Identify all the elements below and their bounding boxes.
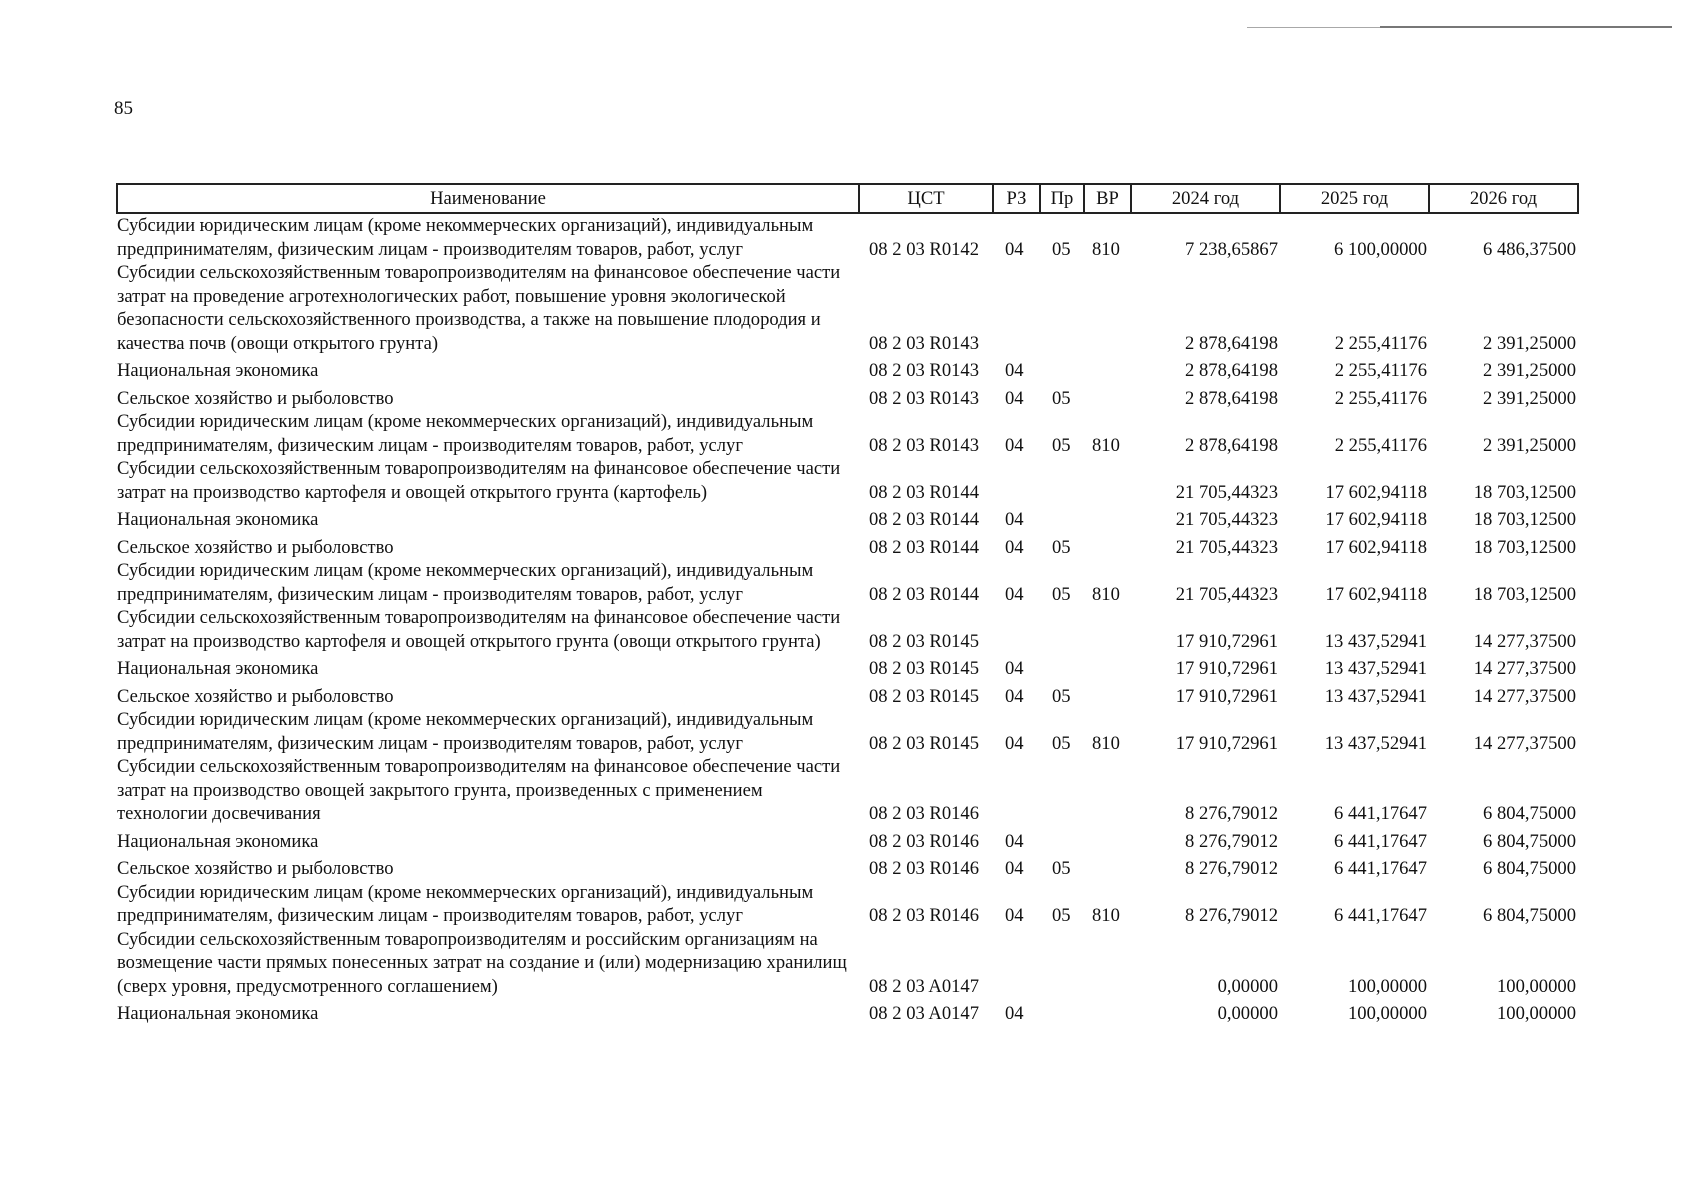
row-name: Национальная экономика — [117, 830, 319, 852]
row-2026: 6 804,75000 — [1483, 858, 1576, 879]
row-pr: 05 — [1052, 732, 1071, 754]
row-pr — [1040, 457, 1084, 504]
row-cst: 08 2 03 R0146 — [869, 803, 980, 824]
table-row — [117, 355, 1578, 383]
row-pr: 05 — [1052, 905, 1071, 926]
row-2024: 8 276,79012 — [1185, 830, 1278, 852]
header-2026: 2026 год — [1429, 184, 1578, 213]
row-pr — [1040, 928, 1084, 999]
row-pr — [1040, 826, 1084, 854]
row-2026: 2 391,25000 — [1483, 360, 1576, 381]
row-cst: 08 2 03 R0145 — [869, 685, 980, 707]
row-rz: 04 — [1005, 685, 1024, 707]
row-2024: 17 910,72961 — [1175, 658, 1278, 679]
row-rz: 04 — [1005, 387, 1024, 409]
row-cst: 08 2 03 R0143 — [869, 387, 980, 409]
header-2024: 2024 год — [1131, 184, 1280, 213]
row-cst: 08 2 03 R0144 — [869, 583, 980, 605]
row-vr — [1084, 928, 1131, 999]
row-vr — [1084, 681, 1131, 709]
row-pr — [1040, 504, 1084, 532]
row-cst: 08 2 03 R0145 — [869, 630, 980, 652]
row-2024: 8 276,79012 — [1185, 803, 1278, 824]
row-name: Субсидии сельскохозяйственным товаропроизводителям и российским организациям на возмещение части прямых понесенных затрат на создание и (или) модернизацию хранилищ (сверх уровня, предусмотренного соглашением) — [117, 928, 847, 997]
row-2026: 100,00000 — [1496, 975, 1576, 997]
row-pr — [1040, 755, 1084, 826]
row-2026: 2 391,25000 — [1483, 387, 1576, 409]
row-vr — [1084, 261, 1131, 355]
row-2024: 7 238,65867 — [1185, 238, 1278, 260]
header-name: Наименование — [117, 184, 859, 213]
row-vr — [1084, 853, 1131, 881]
row-rz — [993, 928, 1040, 999]
row-name: Сельское хозяйство и рыболовство — [117, 387, 394, 409]
row-name: Субсидии юридическим лицам (кроме некоммерческих организаций), индивидуальным предпринимателям, физическим лицам - производителям товаров, работ, услуг — [117, 215, 814, 260]
row-2026: 6 804,75000 — [1483, 905, 1576, 926]
row-2025: 13 437,52941 — [1324, 630, 1427, 652]
table-row — [117, 998, 1578, 1026]
table-row — [117, 213, 1578, 261]
row-2024: 21 705,44323 — [1175, 536, 1278, 558]
row-rz: 04 — [1005, 238, 1024, 260]
row-name: Субсидии сельскохозяйственным товаропроизводителям на финансовое обеспечение части затрат на производство картофеля и овощей открытого грунта (картофель) — [117, 458, 841, 503]
table-row — [117, 826, 1578, 854]
row-2024: 21 705,44323 — [1175, 509, 1278, 530]
row-vr: 810 — [1092, 238, 1120, 260]
table-body — [117, 213, 1578, 1026]
row-rz: 04 — [1005, 858, 1024, 879]
row-vr — [1084, 826, 1131, 854]
row-2025: 100,00000 — [1347, 975, 1427, 997]
row-cst: 08 2 03 R0144 — [869, 509, 980, 530]
row-2025: 2 255,41176 — [1334, 360, 1427, 381]
row-2025: 2 255,41176 — [1334, 332, 1427, 354]
row-2025: 2 255,41176 — [1334, 387, 1427, 409]
row-pr — [1040, 261, 1084, 355]
row-cst: 08 2 03 R0143 — [869, 332, 980, 354]
row-2025: 6 441,17647 — [1334, 858, 1427, 879]
row-rz — [993, 606, 1040, 653]
row-name: Сельское хозяйство и рыболовство — [117, 858, 394, 879]
row-2026: 14 277,37500 — [1473, 658, 1576, 679]
row-2026: 100,00000 — [1496, 1003, 1576, 1024]
row-cst: 08 2 03 R0143 — [869, 360, 980, 381]
row-2026: 6 804,75000 — [1483, 803, 1576, 824]
row-rz — [993, 755, 1040, 826]
row-2026: 18 703,12500 — [1473, 509, 1576, 530]
row-2024: 2 878,64198 — [1185, 387, 1278, 409]
row-2025: 13 437,52941 — [1324, 732, 1427, 754]
row-cst: 08 2 03 A0147 — [869, 975, 980, 997]
row-pr: 05 — [1052, 858, 1071, 879]
table-row — [117, 853, 1578, 881]
row-2024: 21 705,44323 — [1175, 583, 1278, 605]
table-row — [117, 504, 1578, 532]
table-row — [117, 755, 1578, 826]
row-vr: 810 — [1092, 434, 1120, 456]
row-name: Субсидии юридическим лицам (кроме некоммерческих организаций), индивидуальным предпринимателям, физическим лицам - производителям товаров, работ, услуг — [117, 709, 814, 754]
table-row — [117, 532, 1578, 560]
row-2026: 18 703,12500 — [1473, 583, 1576, 605]
row-vr — [1084, 504, 1131, 532]
row-rz — [993, 457, 1040, 504]
table-row — [117, 457, 1578, 504]
row-name: Национальная экономика — [117, 658, 319, 679]
row-rz: 04 — [1005, 830, 1024, 852]
row-pr — [1040, 606, 1084, 653]
table-row — [117, 410, 1578, 457]
row-2026: 18 703,12500 — [1473, 536, 1576, 558]
row-rz: 04 — [1005, 658, 1024, 679]
row-pr: 05 — [1052, 536, 1071, 558]
table-row — [117, 559, 1578, 606]
row-cst: 08 2 03 R0146 — [869, 830, 980, 852]
row-rz — [993, 261, 1040, 355]
row-rz: 04 — [1005, 360, 1024, 381]
row-2024: 2 878,64198 — [1185, 434, 1278, 456]
row-rz: 04 — [1005, 536, 1024, 558]
row-vr — [1084, 606, 1131, 653]
row-2025: 100,00000 — [1347, 1003, 1427, 1024]
row-vr — [1084, 653, 1131, 681]
row-2026: 2 391,25000 — [1483, 332, 1576, 354]
row-2025: 6 441,17647 — [1334, 830, 1427, 852]
row-rz: 04 — [1005, 905, 1024, 926]
row-cst: 08 2 03 R0144 — [869, 481, 980, 503]
row-2024: 17 910,72961 — [1175, 732, 1278, 754]
row-pr: 05 — [1052, 387, 1071, 409]
row-cst: 08 2 03 A0147 — [869, 1003, 980, 1024]
row-vr: 810 — [1092, 583, 1120, 605]
row-name: Национальная экономика — [117, 360, 319, 381]
row-vr — [1084, 532, 1131, 560]
row-2024: 8 276,79012 — [1185, 858, 1278, 879]
row-name: Сельское хозяйство и рыболовство — [117, 536, 394, 558]
table-row — [117, 928, 1578, 999]
row-rz: 04 — [1005, 583, 1024, 605]
row-2024: 17 910,72961 — [1175, 685, 1278, 707]
row-2025: 6 441,17647 — [1334, 803, 1427, 824]
row-vr: 810 — [1092, 905, 1120, 926]
row-cst: 08 2 03 R0145 — [869, 658, 980, 679]
row-vr — [1084, 383, 1131, 411]
row-vr — [1084, 355, 1131, 383]
page-number: 85 — [114, 98, 133, 119]
table-row — [117, 681, 1578, 709]
row-2024: 21 705,44323 — [1175, 481, 1278, 503]
table-row — [117, 383, 1578, 411]
row-pr: 05 — [1052, 238, 1071, 260]
row-pr — [1040, 653, 1084, 681]
row-name: Национальная экономика — [117, 1003, 319, 1024]
row-vr — [1084, 998, 1131, 1026]
row-2025: 13 437,52941 — [1324, 658, 1427, 679]
row-rz: 04 — [1005, 1003, 1024, 1024]
table-row — [117, 261, 1578, 355]
row-2024: 2 878,64198 — [1185, 332, 1278, 354]
row-2026: 18 703,12500 — [1473, 481, 1576, 503]
row-pr — [1040, 355, 1084, 383]
row-2025: 13 437,52941 — [1324, 685, 1427, 707]
row-name: Субсидии сельскохозяйственным товаропроизводителям на финансовое обеспечение части затрат на производство картофеля и овощей открытого грунта (овощи открытого грунта) — [117, 607, 841, 652]
table-row — [117, 881, 1578, 928]
row-name: Субсидии сельскохозяйственным товаропроизводителям на финансовое обеспечение части затрат на производство овощей закрытого грунта, произведенных с применением технологии досвечивания — [117, 756, 841, 824]
row-vr — [1084, 755, 1131, 826]
row-cst: 08 2 03 R0146 — [869, 905, 980, 926]
row-name: Субсидии юридическим лицам (кроме некоммерческих организаций), индивидуальным предпринимателям, физическим лицам - производителям товаров, работ, услуг — [117, 411, 814, 456]
row-2026: 14 277,37500 — [1473, 630, 1576, 652]
table-header — [117, 184, 1578, 213]
header-rz: РЗ — [993, 184, 1040, 213]
row-rz: 04 — [1005, 732, 1024, 754]
row-2025: 2 255,41176 — [1334, 434, 1427, 456]
row-rz: 04 — [1005, 509, 1024, 530]
row-name: Субсидии юридическим лицам (кроме некоммерческих организаций), индивидуальным предпринимателям, физическим лицам - производителям товаров, работ, услуг — [117, 881, 814, 926]
row-2026: 14 277,37500 — [1473, 732, 1576, 754]
row-2024: 2 878,64198 — [1185, 360, 1278, 381]
row-2025: 6 441,17647 — [1334, 905, 1427, 926]
row-2025: 17 602,94118 — [1325, 536, 1427, 558]
row-name: Субсидии сельскохозяйственным товаропроизводителям на финансовое обеспечение части затрат на проведение агротехнологических работ, повышение уровня экологической безопасности сельскохозяйственного производства, а также на повышение плодородия и качества почв (овощи открытого грунта) — [117, 262, 841, 354]
row-2026: 6 486,37500 — [1483, 238, 1576, 260]
row-name: Национальная экономика — [117, 509, 319, 530]
row-2025: 6 100,00000 — [1334, 238, 1427, 260]
row-2025: 17 602,94118 — [1325, 509, 1427, 530]
row-pr: 05 — [1052, 685, 1071, 707]
row-pr — [1040, 998, 1084, 1026]
row-cst: 08 2 03 R0143 — [869, 434, 980, 456]
row-2026: 6 804,75000 — [1483, 830, 1576, 852]
row-name: Субсидии юридическим лицам (кроме некоммерческих организаций), индивидуальным предпринимателям, физическим лицам - производителям товаров, работ, услуг — [117, 560, 814, 605]
table-row — [117, 606, 1578, 653]
row-2024: 8 276,79012 — [1185, 905, 1278, 926]
row-pr: 05 — [1052, 583, 1071, 605]
row-name: Сельское хозяйство и рыболовство — [117, 685, 394, 707]
row-cst: 08 2 03 R0142 — [869, 238, 980, 260]
header-2025: 2025 год — [1280, 184, 1429, 213]
row-vr — [1084, 457, 1131, 504]
header-pr: Пр — [1040, 184, 1084, 213]
scan-edge-line — [1380, 26, 1672, 28]
row-cst: 08 2 03 R0145 — [869, 732, 980, 754]
budget-table — [116, 183, 1579, 1026]
row-2026: 14 277,37500 — [1473, 685, 1576, 707]
row-2025: 17 602,94118 — [1325, 481, 1427, 503]
header-cst: ЦСТ — [859, 184, 993, 213]
header-vr: ВР — [1084, 184, 1131, 213]
table-row — [117, 708, 1578, 755]
row-2024: 0,00000 — [1217, 975, 1278, 997]
row-2026: 2 391,25000 — [1483, 434, 1576, 456]
row-cst: 08 2 03 R0144 — [869, 536, 980, 558]
table-row — [117, 653, 1578, 681]
row-vr: 810 — [1092, 732, 1120, 754]
row-pr: 05 — [1052, 434, 1071, 456]
row-2024: 17 910,72961 — [1175, 630, 1278, 652]
row-cst: 08 2 03 R0146 — [869, 858, 980, 879]
row-rz: 04 — [1005, 434, 1024, 456]
row-2024: 0,00000 — [1217, 1003, 1278, 1024]
row-2025: 17 602,94118 — [1325, 583, 1427, 605]
